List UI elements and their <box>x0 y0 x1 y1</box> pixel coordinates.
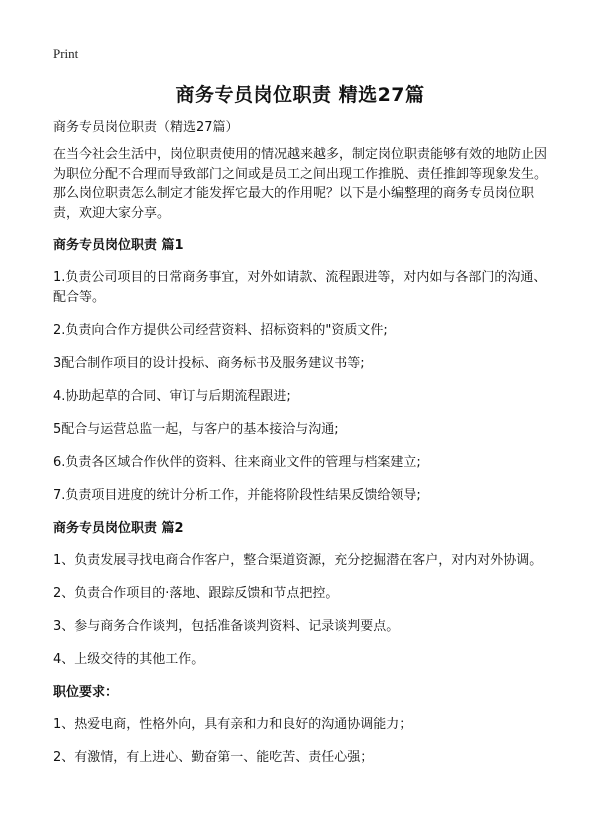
list-item: 6.负责各区域合作伙伴的资料、往来商业文件的管理与档案建立; <box>53 455 421 470</box>
page-title: 商务专员岗位职责 精选27篇 <box>175 84 425 106</box>
list-item: 3、参与商务合作谈判，包括准备谈判资料、记录谈判要点。 <box>53 619 400 634</box>
list-item: 3配合制作项目的设计投标、商务标书及服务建议书等; <box>53 356 365 371</box>
intro-paragraph: 在当今社会生活中，岗位职责使用的情况越来越多，制定岗位职责能够有效的地防止因为职位分配不合理而导致部门之间或是员工之间出现工作推脱、责任推卸等现象发生。那么岗位职责怎么制定才能发挥它最大的作用呢？以下是小编整理的商务专员岗位职责，欢迎大家分享。 <box>53 147 548 221</box>
list-item: 5配合与运营总监一起，与客户的基本接洽与沟通; <box>53 422 339 437</box>
print-link[interactable]: Print <box>53 46 79 61</box>
list-item: 4.协助起草的合同、审订与后期流程跟进; <box>53 389 291 404</box>
list-item: 7.负责项目进度的统计分析工作，并能将阶段性结果反馈给领导; <box>53 488 421 503</box>
section-heading-1: 商务专员岗位职责 篇1 <box>53 238 184 253</box>
list-item: 2、有激情，有上进心、勤奋第一、能吃苦、责任心强； <box>53 750 374 765</box>
list-item: 1、热爱电商，性格外向，具有亲和力和良好的沟通协调能力； <box>53 717 413 732</box>
list-item: 4、上级交待的其他工作。 <box>53 652 205 667</box>
document-subtitle: 商务专员岗位职责（精选27篇） <box>53 120 239 135</box>
section-heading-2: 商务专员岗位职责 篇2 <box>53 521 184 536</box>
document-body <box>53 118 552 779</box>
list-item: 2、负责合作项目的·落地、跟踪反馈和节点把控。 <box>53 586 339 601</box>
list-item: 1、负责发展寻找电商合作客户，整合渠道资源，充分挖掘潜在客户，对内对外协调。 <box>53 553 543 568</box>
section-heading-requirements: 职位要求： <box>53 685 119 700</box>
list-item: 1.负责公司项目的日常商务事宜，对外如请款、流程跟进等，对内如与各部门的沟通、配合等。 <box>53 270 547 305</box>
list-item: 2.负责向合作方提供公司经营资料、招标资料的"资质文件; <box>53 323 388 338</box>
